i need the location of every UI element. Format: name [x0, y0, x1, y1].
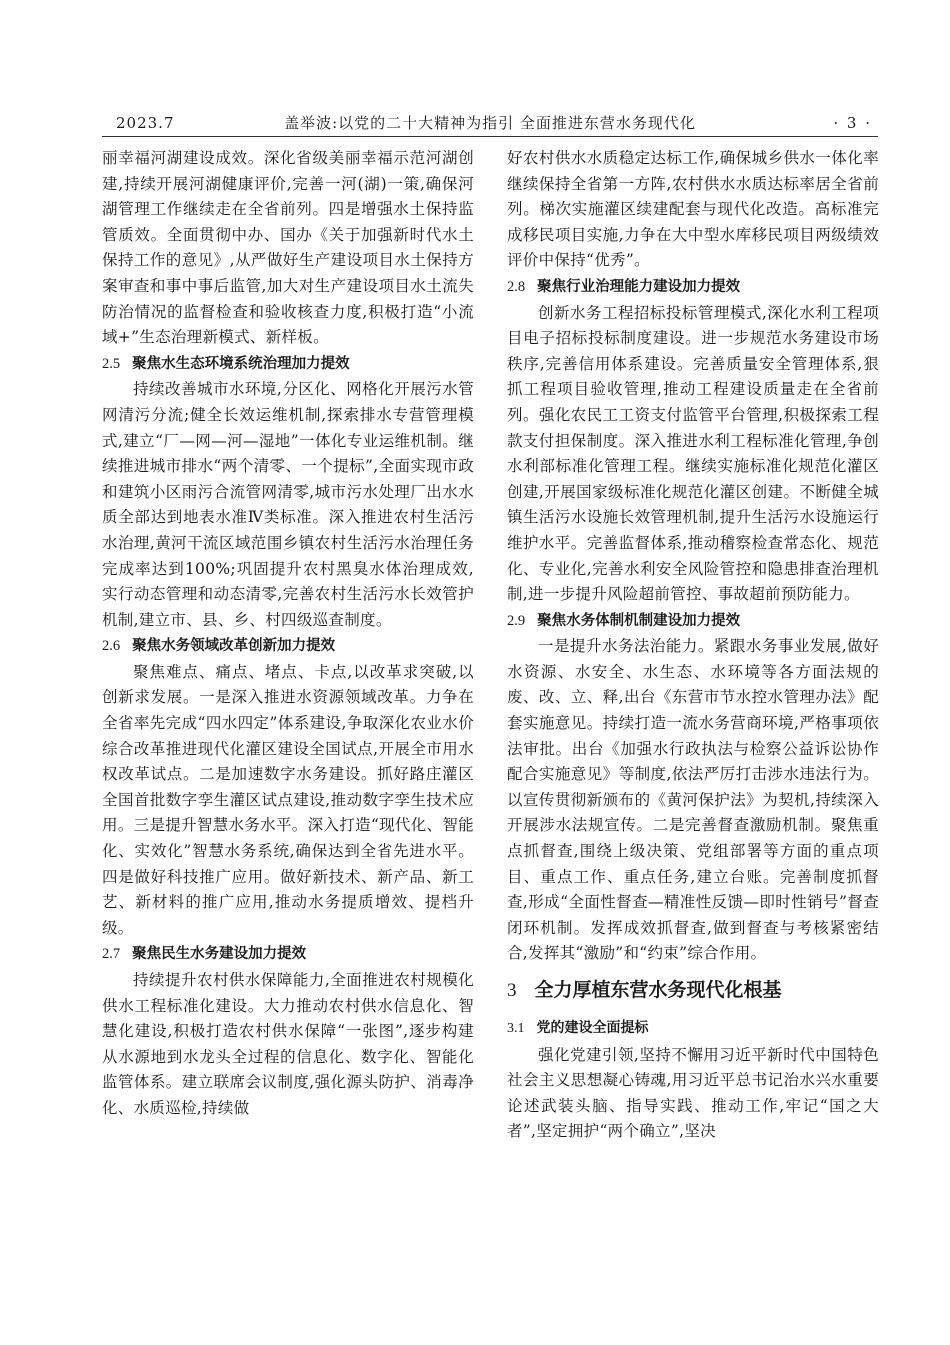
section-number: 3.1 [507, 1021, 525, 1036]
section-title: 聚焦水务领域改革创新加力提效 [132, 638, 336, 655]
section-number: 2.9 [507, 612, 526, 629]
section-title: 聚焦民生水务建设加力提效 [132, 946, 307, 963]
section-number: 2.8 [507, 278, 526, 295]
paragraph: 强化党建引领,坚持不懈用习近平新时代中国特色社会主义思想凝心铸魂,用习近平总书记治水兴水重要论述武装头脑、指导实践、推动工作,牢记“国之大者”,坚定拥护“两个确立”,坚决 [507, 1045, 879, 1141]
left-column [102, 146, 474, 1122]
chapter-title: 全力厚植东营水务现代化根基 [534, 979, 782, 1001]
chapter-heading-3 [507, 977, 879, 1004]
section-heading-2-9 [507, 609, 879, 634]
section-heading-3-1 [507, 1016, 879, 1042]
section-number: 2.5 [102, 355, 121, 372]
section-heading-2-5 [102, 352, 474, 377]
paragraph: 一是提升水务法治能力。紧跟水务事业发展,做好水资源、水安全、水生态、水环境等各方面法规的废、改、立、释,出台《东营市节水控水管理办法》配套实施意见。持续打造一流水务营商环境,严格事项依法审批。出台《加强水行政执法与检察公益诉讼协作配合实施意见》等制度,依法严厉打击涉水违法行为。以宣传贯彻新颁布的《黄河保护法》为契机,持续深入开展涉水法规宣传。二是完善督查激励机制。聚焦重点抓督查,围绕上级决策、党组部署等方面的重点项目、重点工作、重点任务,建立台账。完善制度抓督查,形成“全面性督查—精准性反馈—即时性销号”督查闭环机制。发挥成效抓督查,做到督查与考核紧密结合,发挥其“激励”和“约束”综合作用。 [507, 637, 879, 963]
page-number: · 3 · [833, 114, 872, 132]
section-title: 聚焦水务体制机制建设加力提效 [537, 612, 741, 629]
section-title: 聚焦水生态环境系统治理加力提效 [132, 355, 350, 372]
section-number: 2.7 [102, 946, 121, 963]
right-column [507, 146, 879, 1145]
section-number: 2.6 [102, 638, 121, 655]
paragraph-continued: 丽幸福河湖建设成效。深化省级美丽幸福示范河湖创建,持续开展河湖健康评价,完善一河(湖)一策,确保河湖管理工作继续走在全省前列。四是增强水土保持监管质效。全面贯彻中办、国办《关于加强新时代水土保持工作的意见》,从严做好生产建设项目水土保持方案审查和事中事后监管,加大对生产建设项目水土流失防治情况的监督检查和验收核查力度,积极打造“小流域+”生态治理新模式、新样板。 [102, 149, 474, 347]
section-title: 聚焦行业治理能力建设加力提效 [537, 278, 741, 295]
chapter-number: 3 [507, 980, 517, 1001]
section-heading-2-8 [507, 275, 879, 300]
paragraph: 持续提升农村供水保障能力,全面推进农村规模化供水工程标准化建设。大力推动农村供水信息化、智慧化建设,积极打造农村供水保障“一张图”,逐步构建从水源地到水龙头全过程的信息化、数字化、智能化监管体系。建立联席会议制度,强化源头防护、消毒净化、水质巡检,持续做 [102, 971, 474, 1117]
section-heading-2-7 [102, 942, 474, 967]
section-title: 党的建设全面提标 [536, 1020, 649, 1036]
paragraph-continued: 好农村供水水质稳定达标工作,确保城乡供水一体化率继续保持全省第一方阵,农村供水水质达标率居全省前列。梯次实施灌区续建配套与现代化改造。高标准完成移民项目实施,力争在大中型水库移民项目两级绩效评价中保持“优秀”。 [507, 149, 879, 270]
paragraph: 持续改善城市水环境,分区化、网格化开展污水管网清污分流;健全长效运维机制,探索排水专营管理模式,建立“厂—网—河—湿地”一体化专业运维机制。继续推进城市排水“两个清零、一个提标”,全面实现市政和建筑小区雨污合流管网清零,城市污水处理厂出水水质全部达到地表水准Ⅳ类标准。深入推进农村生活污水治理,黄河干流区域范围乡镇农村生活污水治理任务完成率达到100%;巩固提升农村黑臭水体治理成效,实行动态管理和动态清零,完善农村生活污水长效管护机制,建立市、县、乡、村四级巡查制度。 [102, 380, 474, 629]
paragraph: 聚焦难点、痛点、堵点、卡点,以改革求突破,以创新求发展。一是深入推进水资源领域改革。力争在全省率先完成“四水四定”体系建设,争取深化农业水价综合改革推进现代化灌区建设全国试点,开展全市用水权改革试点。二是加速数字水务建设。抓好路庄灌区全国首批数字孪生灌区试点建设,推动数字孪生技术应用。三是提升智慧水务水平。深入打造“现代化、智能化、实效化”智慧水务系统,确保达到全省先进水平。四是做好科技推广应用。做好新技术、新产品、新工艺、新材料的推广应用,推动水务提质增效、提档升级。 [102, 662, 474, 937]
paragraph: 创新水务工程招标投标管理模式,深化水利工程项目电子招标投标制度建设。进一步规范水务建设市场秩序,完善信用体系建设。完善质量安全管理体系,狠抓工程项目验收管理,推动工程建设质量走在全省前列。强化农民工工资支付监管平台管理,积极探索工程款支付担保制度。深入推进水利工程标准化管理,争创水利部标准化管理工程。继续实施标准化规范化灌区创建,开展国家级标准化规范化灌区创建。不断健全城镇生活污水设施长效管理机制,提升生活污水设施运行维护水平。完善监督体系,推动稽察检查常态化、规范化、专业化,完善水利安全风险管控和隐患排查治理机制,进一步提升风险超前管控、事故超前预防能力。 [507, 303, 879, 604]
section-heading-2-6 [102, 634, 474, 659]
running-header [102, 110, 878, 137]
running-title: 盖举波:以党的二十大精神为指引 全面推进东营水务现代化 [284, 114, 696, 132]
issue-date: 2023.7 [116, 114, 175, 132]
